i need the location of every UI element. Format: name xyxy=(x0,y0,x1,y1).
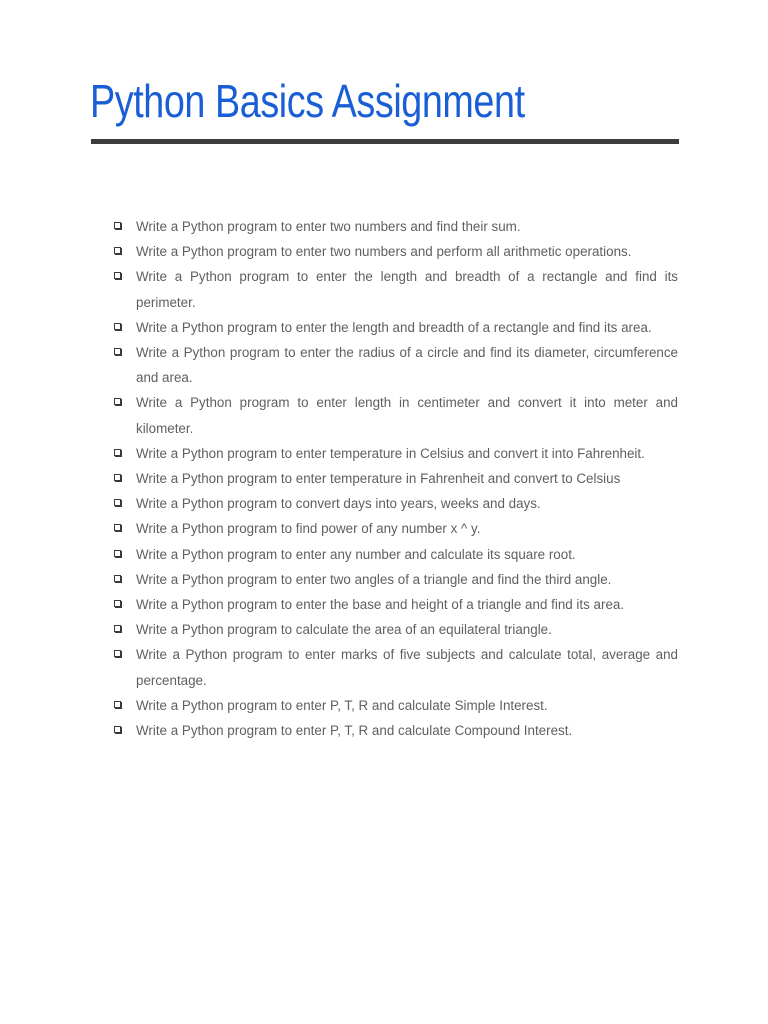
task-text: Write a Python program to enter temperature in Celsius and convert it into Fahrenheit. xyxy=(136,445,645,461)
task-list xyxy=(112,214,678,743)
task-text: Write a Python program to calculate the area of an equilateral triangle. xyxy=(136,622,552,638)
task-text: Write a Python program to enter two numbers and find their sum. xyxy=(136,219,521,234)
list-item xyxy=(112,466,678,491)
task-text: Write a Python program to enter temperature in Fahrenheit and convert to Celsius xyxy=(136,471,621,487)
list-item xyxy=(112,567,678,592)
checkbox-square-icon xyxy=(114,323,121,330)
checkbox-square-icon xyxy=(114,650,121,657)
task-text: Write a Python program to enter length in centimeter and convert it into meter and kilometer. xyxy=(136,395,678,436)
task-text: Write a Python program to find power of any number x ^ y. xyxy=(136,521,481,537)
task-text: Write a Python program to enter any number and calculate its square root. xyxy=(136,546,576,562)
checkbox-square-icon xyxy=(114,449,121,456)
list-item xyxy=(112,390,678,440)
list-item xyxy=(112,642,678,692)
checkbox-square-icon xyxy=(114,701,121,708)
checkbox-square-icon xyxy=(114,575,121,582)
task-text: Write a Python program to enter marks of five subjects and calculate total, average and percentage. xyxy=(136,647,678,688)
list-item xyxy=(112,340,678,390)
checkbox-square-icon xyxy=(114,550,121,557)
checkbox-square-icon xyxy=(114,499,121,506)
list-item xyxy=(112,592,678,617)
list-item xyxy=(112,516,678,541)
list-item xyxy=(112,491,678,516)
title-divider xyxy=(91,139,679,144)
checkbox-square-icon xyxy=(114,726,121,733)
checkbox-square-icon xyxy=(114,524,121,531)
list-item xyxy=(112,617,678,642)
checkbox-square-icon xyxy=(114,625,121,632)
task-text: Write a Python program to enter the base and height of a triangle and find its area. xyxy=(136,597,625,613)
page-title: Python Basics Assignment xyxy=(90,75,525,127)
checkbox-square-icon xyxy=(114,348,121,355)
list-item xyxy=(112,693,678,718)
list-item xyxy=(112,718,678,743)
checkbox-square-icon xyxy=(114,272,121,279)
task-text: Write a Python program to enter two numbers and perform all arithmetic operations. xyxy=(136,244,632,260)
checkbox-square-icon xyxy=(114,600,121,607)
list-item xyxy=(112,542,678,567)
checkbox-square-icon xyxy=(114,247,121,254)
task-text: Write a Python program to enter two angles of a triangle and find the third angle. xyxy=(136,571,612,587)
checkbox-square-icon xyxy=(114,398,121,405)
list-item xyxy=(112,441,678,466)
checkbox-square-icon xyxy=(114,222,121,229)
checkbox-square-icon xyxy=(114,474,121,481)
task-text: Write a Python program to enter the length and breadth of a rectangle and find its perimeter. xyxy=(136,269,678,310)
task-text: Write a Python program to convert days into years, weeks and days. xyxy=(136,496,541,512)
task-text: Write a Python program to enter the length and breadth of a rectangle and find its area. xyxy=(136,319,652,335)
task-text: Write a Python program to enter P, T, R and calculate Compound Interest. xyxy=(136,723,573,739)
list-item xyxy=(112,264,678,314)
list-item xyxy=(112,214,678,239)
task-text: Write a Python program to enter P, T, R and calculate Simple Interest. xyxy=(136,697,548,713)
list-item xyxy=(112,315,678,340)
list-item xyxy=(112,239,678,264)
task-text: Write a Python program to enter the radius of a circle and find its diameter, circumference and area. xyxy=(136,345,678,386)
